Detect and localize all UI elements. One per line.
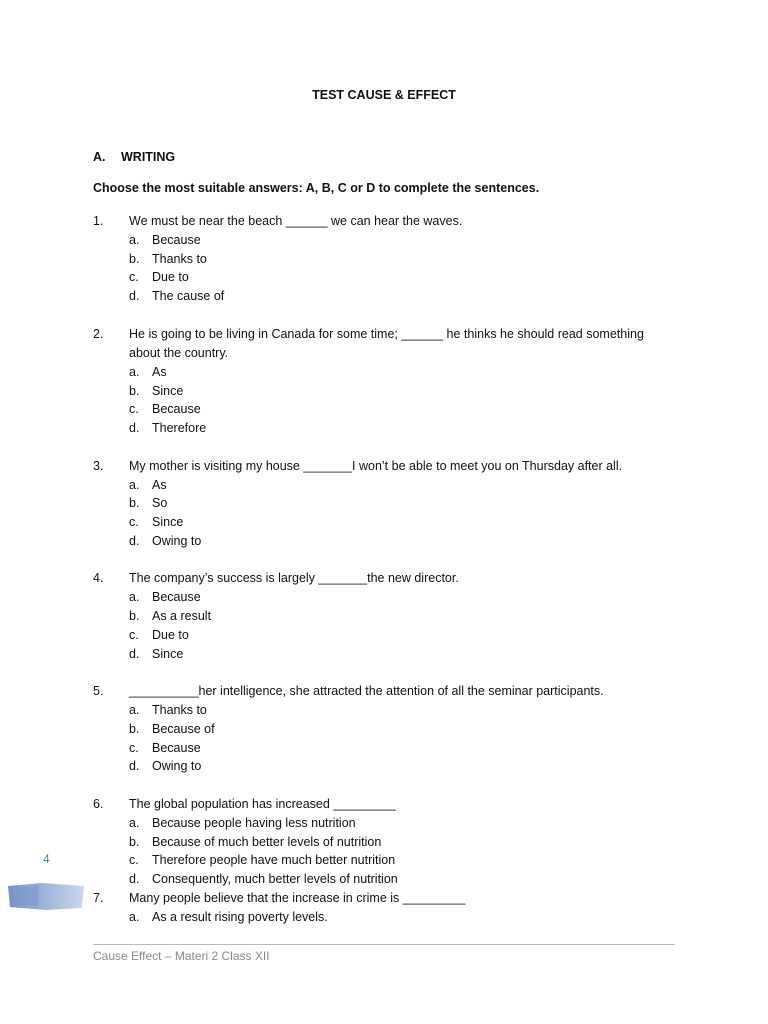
option-letter: c.	[129, 402, 139, 417]
option-letter: b.	[129, 721, 140, 736]
option-letter: a.	[129, 816, 140, 831]
option-text: As a result	[152, 609, 212, 624]
option-letter: a.	[129, 590, 140, 605]
option-text: Because people having less nutrition	[152, 816, 356, 831]
option-letter: a.	[129, 364, 140, 379]
option-letter: d.	[129, 646, 140, 661]
option-letter: c.	[129, 740, 139, 755]
option-letter: b.	[129, 383, 140, 398]
option-letter: d.	[129, 759, 140, 774]
option-text: Therefore people have much better nutrition	[152, 853, 396, 868]
option-text: Due to	[152, 270, 189, 285]
option-c	[129, 739, 673, 758]
option-text: Due to	[152, 627, 189, 642]
option-a	[129, 701, 673, 720]
option-c	[129, 268, 673, 287]
question-5	[93, 682, 673, 776]
option-text: So	[152, 496, 168, 511]
option-letter: c.	[129, 270, 139, 285]
option-text: As	[152, 364, 167, 379]
option-letter: b.	[129, 251, 140, 266]
option-text: Because of	[152, 721, 215, 736]
option-text: Since	[152, 383, 184, 398]
option-c	[129, 513, 673, 532]
question-text: The company’s success is largely _______the new director.	[129, 571, 459, 586]
question-text: We must be near the beach ______ we can hear the waves.	[129, 214, 463, 228]
option-letter: b.	[129, 496, 140, 511]
option-letter: d.	[129, 872, 140, 887]
question-4	[93, 569, 673, 663]
option-text: Because	[152, 402, 201, 417]
option-letter: a.	[129, 909, 140, 924]
option-b	[129, 382, 673, 401]
question-number: 7.	[93, 890, 104, 905]
option-a	[129, 476, 673, 495]
question-text: My mother is visiting my house _______I won’t be able to meet you on Thursday after all.	[129, 458, 623, 473]
option-text: Thanks to	[152, 703, 207, 718]
section-name: WRITING	[121, 150, 176, 164]
question-list	[93, 212, 673, 927]
section-heading	[93, 150, 175, 164]
option-text: Because	[152, 233, 201, 247]
option-b	[129, 720, 673, 739]
option-text: Owing to	[152, 759, 202, 774]
option-letter: b.	[129, 609, 140, 624]
option-text: Therefore	[152, 420, 207, 435]
question-number: 3.	[93, 458, 104, 473]
option-text: As	[152, 477, 167, 492]
question-text: __________her intelligence, she attracted the attention of all the seminar participants.	[129, 684, 604, 699]
option-letter: a.	[129, 477, 140, 492]
option-d	[129, 645, 673, 664]
option-b	[129, 607, 673, 626]
option-letter: c.	[129, 627, 139, 642]
question-number: 2.	[93, 326, 104, 341]
option-text: As a result rising poverty levels.	[152, 909, 328, 924]
option-d	[129, 870, 673, 889]
option-d	[129, 287, 673, 306]
footer-text: Cause Effect – Materi 2 Class XII	[93, 949, 270, 963]
option-c	[129, 851, 673, 870]
option-letter: d.	[129, 533, 140, 548]
question-text: He is going to be living in Canada for some time; ______ he thinks he should read something about the country.	[129, 326, 644, 360]
option-a	[129, 363, 673, 382]
option-letter: d.	[129, 289, 140, 304]
option-text: Owing to	[152, 533, 202, 548]
section-letter: A.	[93, 150, 106, 164]
question-1	[93, 212, 673, 306]
option-c	[129, 626, 673, 645]
question-number: 6.	[93, 797, 104, 812]
question-text: The global population has increased _________	[129, 797, 396, 812]
footer-divider	[93, 944, 675, 945]
option-letter: b.	[129, 834, 140, 849]
question-2	[93, 325, 673, 438]
option-text: Since	[152, 646, 184, 661]
option-d	[129, 757, 673, 776]
option-letter: a.	[129, 703, 140, 718]
option-a	[129, 814, 673, 833]
page-corner-decoration	[8, 882, 84, 910]
instruction-text: Choose the most suitable answers: A, B, C or D to complete the sentences.	[93, 181, 540, 195]
option-text: Since	[152, 515, 184, 530]
question-6	[93, 795, 673, 889]
option-b	[129, 250, 673, 269]
option-a	[129, 908, 673, 927]
page-number: 4	[43, 852, 50, 866]
option-letter: d.	[129, 420, 140, 435]
option-text: Because	[152, 590, 201, 605]
option-letter: c.	[129, 515, 139, 530]
option-c	[129, 400, 673, 419]
option-b	[129, 494, 673, 513]
page-title: TEST CAUSE & EFFECT	[312, 88, 456, 102]
option-text: Because	[152, 740, 201, 755]
option-b	[129, 833, 673, 852]
question-text: Many people believe that the increase in crime is _________	[129, 890, 466, 905]
option-text: Thanks to	[152, 251, 207, 266]
question-number: 4.	[93, 571, 104, 586]
option-text: Because of much better levels of nutrition	[152, 834, 382, 849]
question-number: 1.	[93, 214, 104, 228]
option-letter: a.	[129, 233, 140, 247]
option-letter: c.	[129, 853, 139, 868]
option-text: Consequently, much better levels of nutrition	[152, 872, 398, 887]
question-3	[93, 457, 673, 551]
question-number: 5.	[93, 684, 104, 699]
option-a	[129, 231, 673, 250]
question-7	[93, 889, 673, 927]
option-d	[129, 532, 673, 551]
option-a	[129, 588, 673, 607]
option-text: The cause of	[152, 289, 225, 304]
option-d	[129, 419, 673, 438]
